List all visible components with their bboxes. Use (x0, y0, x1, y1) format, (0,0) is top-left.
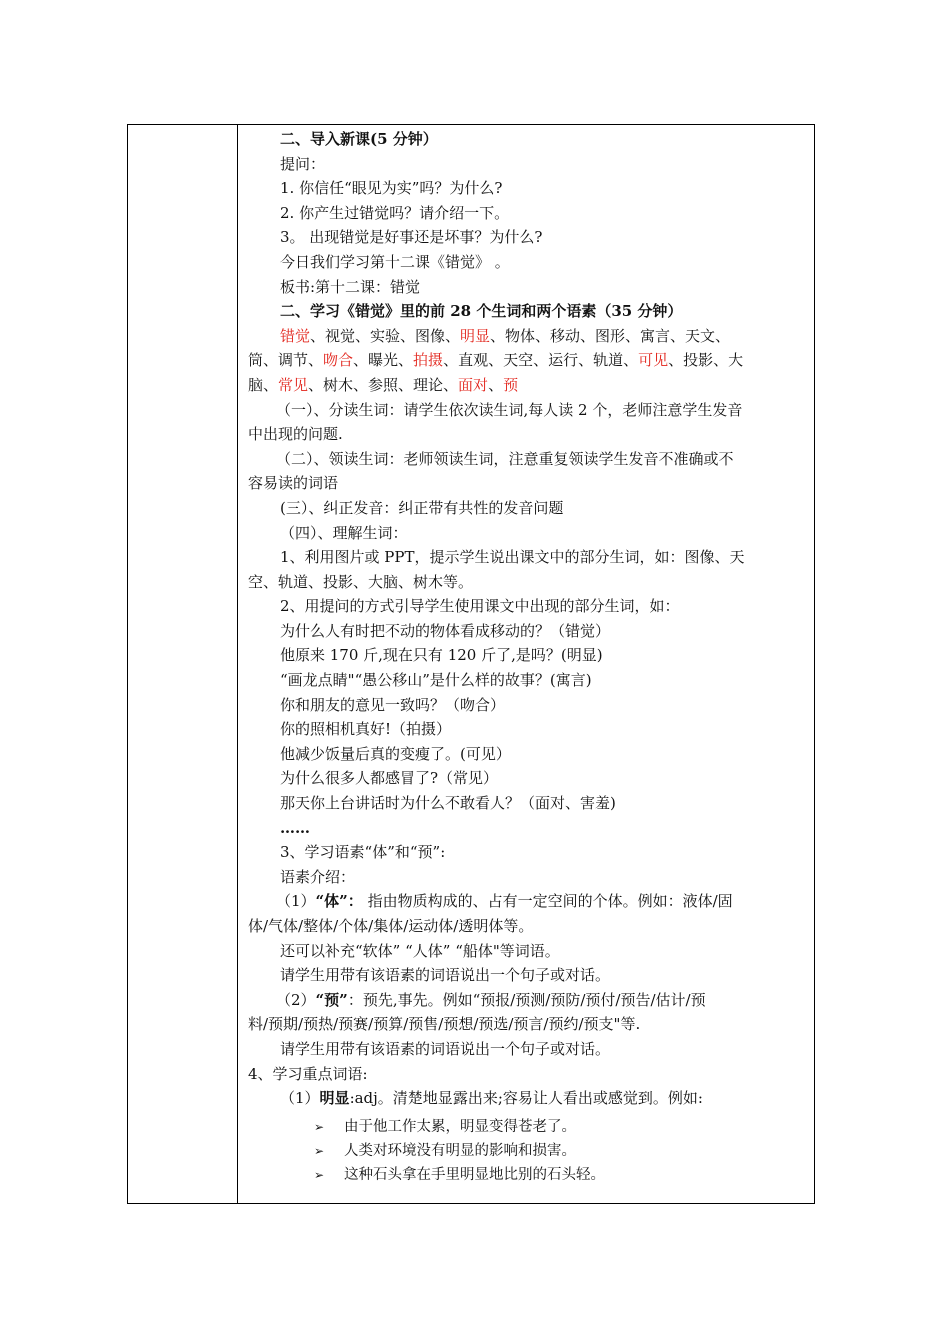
example-sentence-list (248, 1115, 808, 1187)
keyword-definition: :adj。清楚地显露出来;容易让人看出或感觉到。例如: (349, 1089, 703, 1108)
morpheme-definition: 指由物质构成的、占有一定空间的个体。例如：液体/固 (362, 892, 733, 911)
section-heading-intro: 二、导入新课(5 分钟） (280, 130, 438, 148)
text-line: 1、利用图片或 PPT，提示学生说出课文中的部分生词，如：图像、天 (280, 548, 745, 567)
text-line: 提问： (280, 154, 326, 173)
highlighted-vocab-word: 面对 (458, 375, 489, 394)
morpheme-term: “预” (315, 990, 348, 1009)
arrow-bullet-icon: ➢ (314, 1119, 325, 1134)
vocab-line-1 (248, 324, 808, 349)
question-3: 3。 出现错觉是好事还是坏事？为什么? (280, 228, 543, 247)
morpheme-ti-line (248, 889, 808, 914)
ellipsis: …… (280, 818, 310, 837)
highlighted-vocab-word: 吻合 (323, 351, 354, 370)
example-question: 为什么很多人都感冒了?（常见） (280, 769, 499, 788)
arrow-bullet-icon: ➢ (314, 1143, 325, 1158)
text-line: 空、轨道、投影、大脑、树木等。 (248, 572, 474, 591)
question-2: 2. 你产生过错觉吗？请介绍一下。 (280, 203, 510, 222)
highlighted-vocab-word: 预 (503, 375, 519, 394)
text-line: （一）、分读生词：请学生依次读生词,每人读 2 个，老师注意学生发音 (276, 400, 743, 419)
example-question: 你和朋友的意见一致吗？（吻合） (280, 695, 506, 714)
text-line: 请学生用带有该语素的词语说出一个句子或对话。 (280, 1039, 611, 1058)
example-question: 为什么人有时把不动的物体看成移动的？（错觉） (280, 621, 611, 640)
text-line: 中出现的问题. (248, 425, 343, 444)
vocab-text: 、视觉、实验、图像、 (310, 326, 461, 345)
example-question: 那天你上台讲话时为什么不敢看人？（面对、害羞) (280, 794, 616, 813)
section-heading-vocab: 二、学习《错觉》里的前 28 个生词和两个语素（35 分钟） (280, 302, 683, 321)
vocab-line-2 (248, 348, 808, 373)
text-line: 请学生用带有该语素的词语说出一个句子或对话。 (280, 966, 611, 985)
vocab-text: 、物体、移动、图形、寓言、天文、 (490, 326, 731, 345)
vocab-text: 脑、 (248, 375, 279, 394)
morpheme-definition: ：预先,事先。例如“预报/预测/预防/预付/预告/估计/预 (347, 990, 706, 1009)
text-line: （二）、领读生词：老师领读生词，注意重复领读学生发音不准确或不 (276, 449, 734, 468)
text-line: 容易读的词语 (248, 474, 339, 493)
table-left-column (128, 125, 238, 1203)
example-question: “画龙点睛"“愚公移山”是什么样的故事？(寓言) (280, 671, 592, 690)
highlighted-vocab-word: 常见 (278, 375, 309, 394)
vocab-line-3 (248, 373, 808, 398)
vocab-text: 、曝光、 (353, 351, 414, 370)
list-item (314, 1115, 808, 1139)
item-number: （2） (276, 990, 316, 1009)
question-1: 1. 你信任“眼见为实”吗？为什么? (280, 179, 503, 198)
highlighted-vocab-word: 明显 (460, 326, 491, 345)
example-sentence: 由于他工作太累，明显变得苍老了。 (344, 1118, 576, 1135)
text-line: 语素介绍： (280, 867, 356, 886)
text-line: 料/预期/预热/预赛/预算/预售/预想/预选/预言/预约/预支"等. (248, 1015, 641, 1034)
highlighted-vocab-word: 可见 (638, 351, 669, 370)
highlighted-vocab-word: 拍摄 (413, 351, 444, 370)
vocab-text: 筒、调节、 (248, 351, 324, 370)
item-number: （1） (276, 892, 316, 911)
keyword-term: 明显 (319, 1089, 350, 1108)
lesson-content (248, 127, 808, 1187)
example-question: 你的照相机真好!（拍摄） (280, 720, 452, 739)
vocab-text: 、树木、参照、理论、 (308, 375, 459, 394)
morpheme-yu-line (248, 988, 808, 1013)
example-question: 他减少饭量后真的变瘦了。(可见） (280, 744, 511, 763)
table-right-column (238, 125, 814, 1203)
text-line: （四）、理解生词： (280, 523, 408, 542)
morpheme-term: “体”： (315, 892, 363, 911)
example-sentence: 这种石头拿在手里明显地比别的石头轻。 (344, 1166, 605, 1183)
text-line: 还可以补充“软体” “人体” “船体"等词语。 (280, 941, 560, 960)
text-line: 2、用提问的方式引导学生使用课文中出现的部分生词，如： (280, 597, 680, 616)
text-line: 4、学习重点词语: (248, 1064, 368, 1083)
list-item (314, 1139, 808, 1163)
text-line: 今日我们学习第十二课《错觉》 。 (280, 252, 510, 271)
lesson-table (127, 124, 815, 1204)
text-line: (三）、纠正发音：纠正带有共性的发音问题 (280, 498, 564, 517)
vocab-text: 、 (488, 375, 504, 394)
example-sentence: 人类对环境没有明显的影响和损害。 (344, 1142, 576, 1159)
item-number: （1） (280, 1089, 320, 1108)
arrow-bullet-icon: ➢ (314, 1167, 325, 1182)
text-line: 体/气体/整体/个体/集体/运动体/透明体等。 (248, 917, 534, 935)
list-item (314, 1163, 808, 1187)
vocab-text: 、投影、大 (668, 351, 744, 370)
text-line: 3、学习语素“体”和“预”: (280, 843, 446, 862)
vocab-text: 、直观、天空、运行、轨道、 (443, 351, 639, 370)
text-line: 板书:第十二课：错觉 (280, 277, 421, 296)
highlighted-vocab-word: 错觉 (280, 326, 311, 345)
keyword-line (248, 1086, 808, 1111)
example-question: 他原来 170 斤,现在只有 120 斤了,是吗？(明显) (280, 646, 603, 665)
